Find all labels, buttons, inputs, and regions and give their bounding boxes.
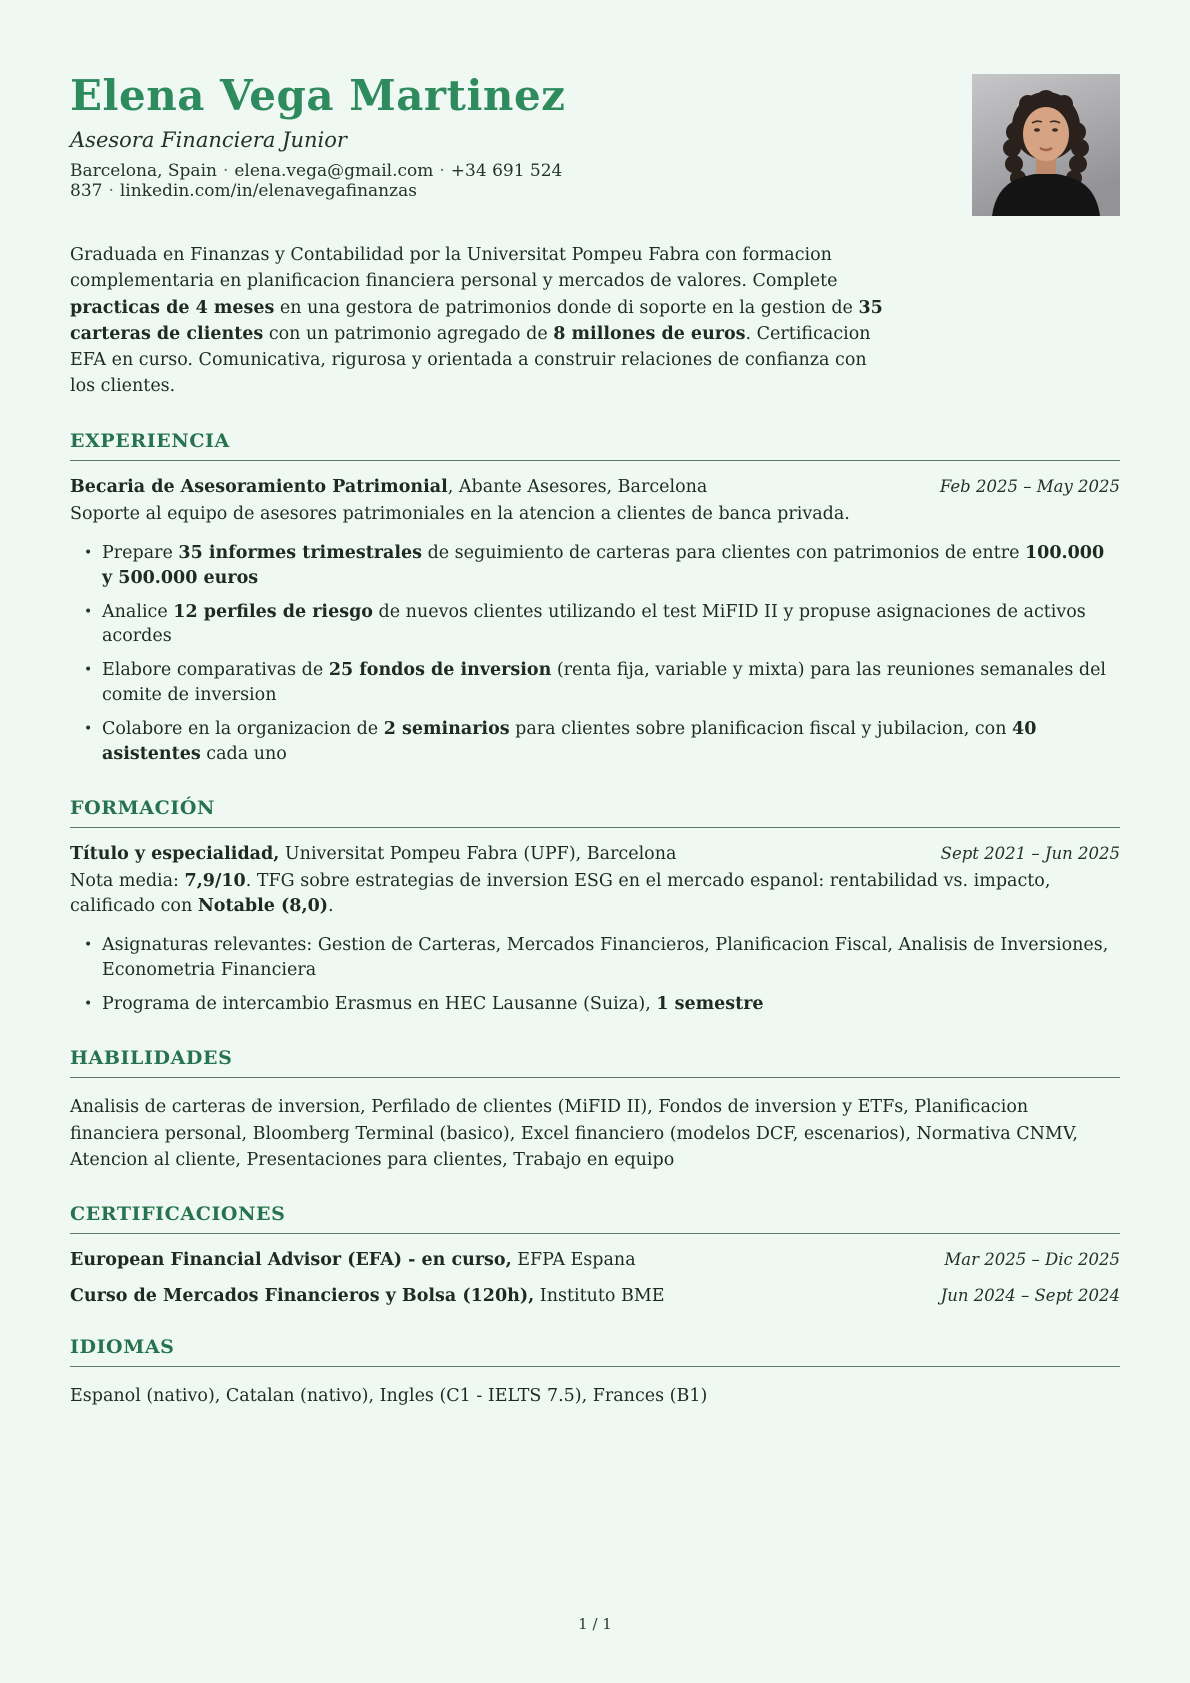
bullet-icon: • xyxy=(84,603,93,620)
section-experiencia xyxy=(70,430,1120,767)
certification-entry xyxy=(70,1250,1120,1270)
list-item xyxy=(84,717,1120,767)
certification-date: Jun 2024 – Sept 2024 xyxy=(940,1286,1120,1305)
bullet-text: Elabore comparativas de 25 fondos de inversion (renta fija, variable y mixta) para las reuniones semanales del comite de inversion xyxy=(102,660,1107,706)
section-heading-certificaciones: CERTIFICACIONES xyxy=(70,1203,1120,1234)
list-item xyxy=(84,933,1120,983)
dot-separator-icon: · xyxy=(108,181,114,202)
profile-photo xyxy=(972,74,1120,216)
bullet-icon: • xyxy=(84,720,93,737)
section-heading-experiencia: EXPERIENCIA xyxy=(70,430,1120,461)
section-habilidades xyxy=(70,1047,1120,1173)
bullet-text: Prepare 35 informes trimestrales de seguimiento de carteras para clientes con patrimonios de entre 100.000 y 500.000 euros xyxy=(102,542,1105,588)
education-entry-description: Nota media: 7,9/10. TFG sobre estrategias de inversion ESG en el mercado espanol: rentabilidad vs. impacto, calificado con Notable (8,0). xyxy=(70,870,1051,916)
education-bullet-list xyxy=(70,933,1120,1017)
profile-photo-illustration xyxy=(972,74,1120,216)
certification-entry xyxy=(70,1286,1120,1306)
section-idiomas xyxy=(70,1336,1120,1409)
contact-location: Barcelona, Spain xyxy=(70,161,217,182)
bullet-icon: • xyxy=(84,996,93,1013)
section-formacion xyxy=(70,797,1120,1018)
bullet-text: Analice 12 perfiles de riesgo de nuevos clientes utilizando el test MiFID II y propuse asignaciones de activos acordes xyxy=(102,601,1086,647)
certification-date: Mar 2025 – Dic 2025 xyxy=(944,1250,1120,1269)
bullet-text: Asignaturas relevantes: Gestion de Carteras, Mercados Financieros, Planificacion Fiscal, Analisis de Inversiones, Econometria Financiera xyxy=(102,935,1109,981)
bullet-icon: • xyxy=(84,937,93,954)
dot-separator-icon: · xyxy=(439,161,445,182)
section-heading-formacion: FORMACIÓN xyxy=(70,797,1120,828)
bullet-icon: • xyxy=(84,662,93,679)
skills-paragraph: Analisis de carteras de inversion, Perfilado de clientes (MiFID II), Fondos de inversion y ETFs, Planificacion financiera personal, Bloomberg Terminal (basico), Excel financiero (modelos DCF, escenarios), Normativa CNMV, Atencion al cliente, Presentaciones para clientes, Trabajo en equipo xyxy=(70,1097,1078,1170)
section-certificaciones xyxy=(70,1203,1120,1306)
languages-paragraph: Espanol (nativo), Catalan (nativo), Ingles (C1 - IELTS 7.5), Frances (B1) xyxy=(70,1386,708,1406)
experience-entry-header xyxy=(70,477,1120,497)
contact-email-link[interactable]: elena.vega@gmail.com xyxy=(234,161,434,182)
section-heading-idiomas: IDIOMAS xyxy=(70,1336,1120,1367)
section-heading-habilidades: HABILIDADES xyxy=(70,1047,1120,1078)
contact-line xyxy=(70,161,830,201)
contact-phone: +34 691 524 837 xyxy=(70,161,563,202)
certification-title: European Financial Advisor (EFA) - en curso, EFPA Espana xyxy=(70,1250,636,1270)
education-entry-date: Sept 2021 – Jun 2025 xyxy=(940,843,1120,863)
summary-paragraph: Graduada en Finanzas y Contabilidad por la Universitat Pompeu Fabra con formacion complementaria en planificacion financiera personal y mercados de valores. Complete practicas de 4 meses en una gestora de patrimonios donde di soporte en la gestion de 35 carteras de clientes con un patrimonio agregado de 8 millones de euros. Certificacion EFA en curso. Comunicativa, rigurosa y orientada a construir relaciones de confianza con los clientes. xyxy=(70,245,883,397)
bullet-text: Programa de intercambio Erasmus en HEC Lausanne (Suiza), 1 semestre xyxy=(102,994,764,1015)
experience-bullet-list xyxy=(70,541,1120,767)
certification-title: Curso de Mercados Financieros y Bolsa (120h), Instituto BME xyxy=(70,1286,665,1306)
list-item xyxy=(84,600,1120,650)
job-title: Asesora Financiera Junior xyxy=(70,128,347,153)
header xyxy=(70,71,1120,224)
contact-linkedin-link[interactable]: linkedin.com/in/elenavegafinanzas xyxy=(119,181,417,202)
experience-entry-subtitle: Soporte al equipo de asesores patrimoniales en la atencion a clientes de banca privada. xyxy=(70,503,850,524)
list-item xyxy=(84,658,1120,708)
experience-entry-date: Feb 2025 – May 2025 xyxy=(939,476,1120,496)
education-entry-title: Título y especialidad, Universitat Pompeu Fabra (UPF), Barcelona xyxy=(70,843,677,864)
list-item xyxy=(84,992,1120,1017)
person-name: Elena Vega Martinez xyxy=(70,71,566,120)
bullet-text: Colabore en la organizacion de 2 seminarios para clientes sobre planificacion fiscal y jubilacion, con 40 asistentes cada uno xyxy=(102,718,1037,764)
list-item xyxy=(84,541,1120,591)
education-entry-header xyxy=(70,844,1120,864)
page-number: 1 / 1 xyxy=(578,1615,612,1633)
bullet-icon: • xyxy=(84,544,93,561)
experience-entry-title: Becaria de Asesoramiento Patrimonial, Abante Asesores, Barcelona xyxy=(70,476,708,497)
dot-separator-icon: · xyxy=(222,161,229,182)
